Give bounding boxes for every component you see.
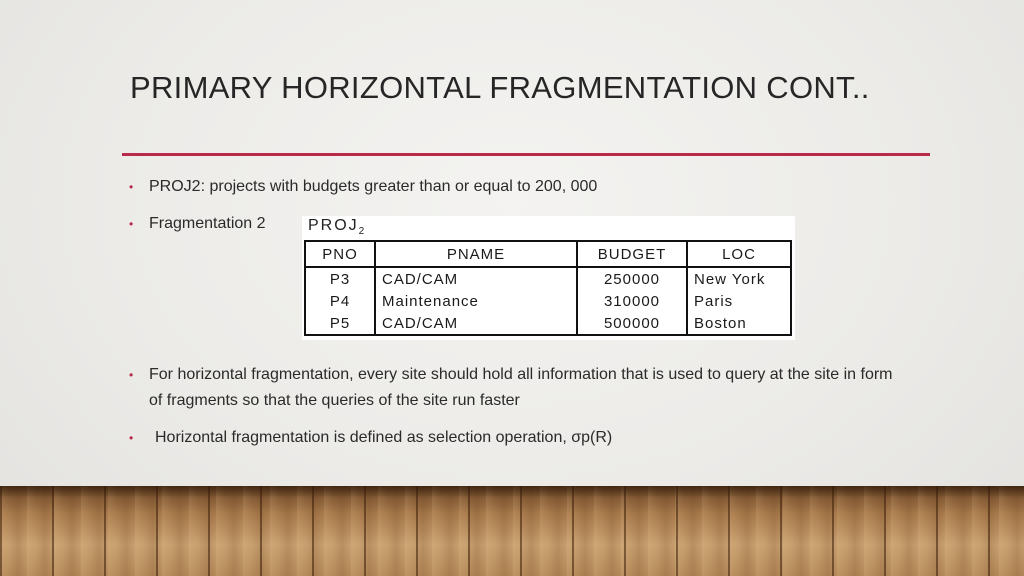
table-row: [305, 312, 791, 335]
cell-budget: 310000: [577, 290, 687, 312]
table-row: [305, 290, 791, 312]
proj2-relation-figure: [302, 216, 795, 340]
bullet-horizontal-fragmentation-site: [129, 362, 909, 414]
wood-floor-background: [0, 486, 1024, 576]
slide-title: PRIMARY HORIZONTAL FRAGMENTATION CONT..: [130, 70, 870, 105]
cell-pname: Maintenance: [375, 290, 577, 312]
bullet-fragmentation-2: [129, 211, 299, 237]
relation-subscript: 2: [358, 226, 365, 238]
cell-loc: Boston: [687, 312, 791, 335]
cell-pname: CAD/CAM: [375, 312, 577, 335]
column-header-budget: BUDGET: [577, 241, 687, 267]
cell-pname: CAD/CAM: [375, 267, 577, 290]
bullet-text: Fragmentation 2: [149, 215, 266, 232]
cell-budget: 250000: [577, 267, 687, 290]
relation-name: [308, 217, 364, 237]
bullet-proj2-definition: [129, 174, 909, 200]
proj2-table: [304, 240, 792, 336]
bullet-marker: •: [129, 431, 134, 445]
column-header-loc: LOC: [687, 241, 791, 267]
table-header-row: [305, 241, 791, 267]
relation-name-text: PROJ: [308, 217, 359, 234]
floor-shadow: [0, 486, 1024, 498]
bullet-marker: •: [129, 368, 134, 382]
bullet-text: PROJ2: projects with budgets greater than or equal to 200, 000: [149, 178, 598, 195]
bullet-marker: •: [129, 180, 134, 194]
cell-pno: P4: [305, 290, 375, 312]
column-header-pno: PNO: [305, 241, 375, 267]
column-header-pname: PNAME: [375, 241, 577, 267]
cell-pno: P3: [305, 267, 375, 290]
cell-loc: Paris: [687, 290, 791, 312]
table-row: [305, 267, 791, 290]
cell-budget: 500000: [577, 312, 687, 335]
bullet-text: Horizontal fragmentation is defined as selection operation, σp(R): [155, 429, 613, 446]
bullet-selection-operation: [129, 425, 875, 451]
cell-pno: P5: [305, 312, 375, 335]
bullet-marker: •: [129, 217, 134, 231]
cell-loc: New York: [687, 267, 791, 290]
title-divider: [122, 153, 930, 156]
bullet-text: For horizontal fragmentation, every site should hold all information that is used to query at the site in form of fragments so that the queries of the site run faster: [149, 366, 893, 409]
